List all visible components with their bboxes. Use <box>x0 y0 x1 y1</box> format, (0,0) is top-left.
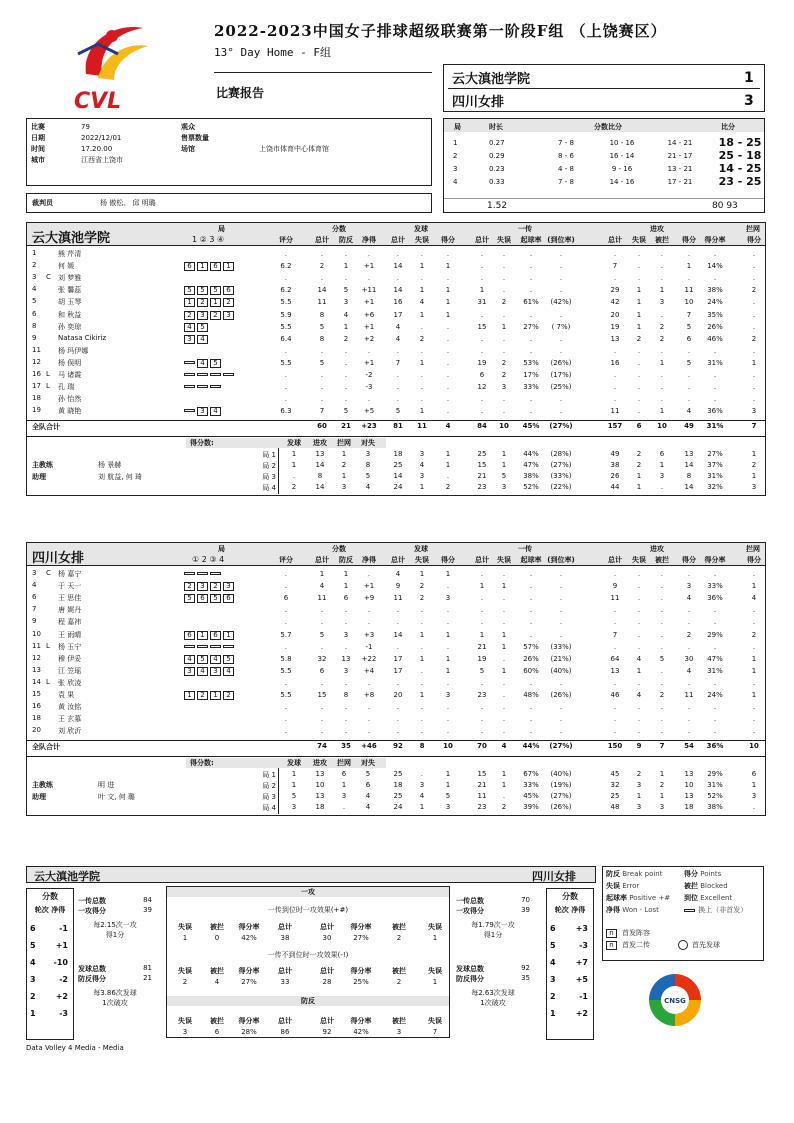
player-row: 3 C 杨 嘉宁 . 1 1 . 4 1 1 . . . . . . . . . . <box>32 569 756 578</box>
player-row: 6 和 秋益 2 3 2 3 5.9 8 4 +6 17 1 1 . . . . 20 1 . 7 35% . <box>32 309 756 319</box>
total-duration: 1.52 <box>487 201 508 211</box>
player-row: 4 张 馨蕊 5 5 5 6 6.2 14 5 +11 14 1 1 1 . . . 29 1 1 11 38% 2 <box>32 285 757 295</box>
player-name: 杨 嘉宁 <box>58 570 82 578</box>
starter-icon: n <box>606 929 617 938</box>
scoreboard-sets-a: 1 <box>744 70 754 86</box>
summary-team-b: 四川女排 <box>532 870 576 883</box>
player-row: 11 L 杨 玉宁 . . . -1 . . . 21 1 57% (33%) . . . . . . <box>32 641 756 651</box>
player-row: 5 胡 玉琴 1 2 1 2 5.5 11 3 +1 16 4 1 31 2 61% (42%) 42 1 3 10 24% . <box>32 297 756 307</box>
team-b-section: 四川女排 局 ① 2 ③ 4 分数 发球 一传 进攻 拦网 评分 总计 防反 净得 总计 失误 得分 总计 失误 起球率 (到位率) 总计 失误 被拦 得分 得分率 得分 3 C 杨 嘉宁 . 1 1 . 4 1 1 . . . . . . . . . . 4 于 天一 2 3 2 3 . 4 1 +1 9 2 . 1 1 . . 9 . . 3 33% 1 6 王 思佳 5 6 5 6 6 11 6 +9 11 2 3 . . . . 11 . . 4 36% 4 7 唐 娓丹 . . . . . . . . . . . . . . . . . 9 程 嘉祎 . . . . . . . . . . . . . . . . . 10 王 雨晴 6 1 6 1 5.7 5 3 +3 14 1 1 1 1 . . 7 . . 2 29% 2 11 L 杨 玉宁 . . . -1 . . . 21 1 57% (33%) . . . . . . 12 穆 伊妥 4 5 4 5 5.8 32 13 +22 17 1 1 19 . 26% (21%) 64 4 5 30 47% 1 13 江 笠瑶 3 4 3 4 5.5 6 3 +4 17 . 1 5 1 60% (40%) 13 1 . 4 31% 1 14 L 张 欣凌 . . . . . . . . . . . . . . . . . 15 袁 果 1 2 1 2 5.5 15 8 +8 20 1 3 23 . 48% (26%) 46 4 2 11 24% 1 16 黄 汝铭 . . . . . . . . . . . . . . . . . 18 王 玄慕 . . . . . . . . . . . . . . . . . 20 刘 欣沂 . . . . . . . . . . . . . . . . . 全队合计 74 35 +46 92 8 10 70 4 44% (27%) 150 9 7 54 36% 10 得分数: 发球 进攻 拦网 对失 局 1 1 13 6 5 25 . 1 15 1 67% (40%) 45 2 1 13 29% 6 局 2 1 10 1 6 18 3 1 21 1 33% (19%) 32 3 2 10 31% 1 局 3 5 13 3 4 25 4 5 11 . 45% (27%) 25 1 1 13 52% 3 局 4 3 18 . 4 24 1 3 23 2 39% (26%) 48 3 3 18 38% . 主教练 明 进 助理 叶 文, 何 璐 <box>26 542 766 852</box>
player-name: 王 雨晴 <box>58 630 82 639</box>
player-row: 9 程 嘉祎 . . . . . . . . . . . . . . . . . <box>32 617 756 627</box>
set-stat-row: 局 2 1 10 1 6 18 3 1 21 1 33% (19%) 32 3 2 10 31% 1 <box>262 781 757 791</box>
referees-box <box>26 193 432 213</box>
rotation-row: 4 -10 <box>30 958 68 967</box>
player-name: 杨 玛伊娜 <box>58 346 89 355</box>
sets-table <box>452 136 770 188</box>
coach: 明 进 <box>98 781 115 790</box>
legend-item: 得分 Points <box>684 870 722 878</box>
rotation-row: 5 -3 <box>550 941 588 950</box>
player-name: 于 天一 <box>58 582 82 591</box>
player-name: Natasa Cikiriz <box>58 333 107 342</box>
player-row: 14 L 张 欣凌 . . . . . . . . . . . . . . . . . <box>32 677 756 687</box>
team-a-reception-summary: 一传总数 84 一攻得分 39 每2.15次一攻 得1分 发球总数 81 防反得分 21 每3.86次发球 1次破攻 <box>78 896 152 1007</box>
set-stat-row: 局 2 1 14 2 8 25 4 1 15 1 47% (27%) 38 2 1 14 37% 2 <box>262 461 757 471</box>
scoreboard-sets-b: 3 <box>744 93 754 109</box>
player-row: 2 何 媛 6 1 6 1 6.2 2 1 +1 14 1 1 . . . . 7 . . 1 14% . <box>32 261 756 271</box>
set-row: 3 0.23 4 - 8 9 - 16 13 - 21 14 - 25 <box>453 162 762 175</box>
cnsg-text: CNSG <box>664 997 686 1005</box>
assistant: 叶 文, 何 璐 <box>98 793 135 802</box>
player-name: 唐 娓丹 <box>58 606 82 615</box>
rotation-row: 3 -2 <box>30 975 68 984</box>
page-title: 2022-2023中国女子排球超级联赛第一阶段F组 （上饶赛区） <box>214 22 667 40</box>
player-row: 11 杨 玛伊娜 . . . . . . . . . . . . . . . . . <box>32 345 756 355</box>
rotation-row: 4 +7 <box>550 958 588 967</box>
team-name: 云大滇池学院 <box>32 231 111 246</box>
player-row: 1 熊 芹清 . . . . . . . . . . . . . . . . . <box>32 249 756 258</box>
legend-item: 起球率 Positive +# <box>606 894 671 902</box>
rotation-row: 2 -1 <box>550 992 588 1001</box>
player-name: 胡 玉琴 <box>58 298 82 307</box>
rotation-row: 3 +5 <box>550 975 588 984</box>
player-row: 9 Natasa Cikiriz 3 4 6.4 8 2 +2 4 2 . . . . . 13 2 2 6 46% 2 <box>32 333 757 343</box>
coach: 杨 景赫 <box>98 461 122 470</box>
scoreboard-team-b: 四川女排 <box>452 95 505 110</box>
team-name: 四川女排 <box>32 551 85 566</box>
player-row: 3 C 刘 梦雅 . . . . . . . . . . . . . . . . . <box>32 273 756 283</box>
rotation-row: 1 +2 <box>550 1009 588 1018</box>
substitute-icon <box>684 909 695 912</box>
set-stat-row: 局 3 5 13 3 4 25 4 5 11 . 45% (27%) 25 1 1 13 52% 3 <box>262 792 757 802</box>
player-name: 穆 伊妥 <box>58 654 82 663</box>
legend-item: 换上（非首发） <box>684 905 762 915</box>
player-name: 孔 瑞 <box>58 383 75 392</box>
starting-setter-icon: n <box>606 941 617 950</box>
player-row: 15 袁 果 1 2 1 2 5.5 15 8 +8 20 1 3 23 . 48% (26%) 46 4 2 11 24% 1 <box>32 690 757 699</box>
player-name: 刘 欣沂 <box>58 727 82 736</box>
legend-item: 被拦 Blocked <box>684 882 728 890</box>
summary-team-a: 云大滇池学院 <box>34 870 100 883</box>
player-row: 6 王 思佳 5 6 5 6 6 11 6 +9 11 2 3 . . . . 11 . . 4 36% 4 <box>32 593 757 603</box>
player-row: 16 黄 汝铭 . . . . . . . . . . . . . . . . . <box>32 702 756 712</box>
player-row: 12 杨 俣明 4 5 5.5 5 . +1 7 1 . 19 2 53% (26%) 16 . 1 5 31% 1 <box>32 357 757 367</box>
player-row: 10 王 雨晴 6 1 6 1 5.7 5 3 +3 14 1 1 1 1 . . 7 . . 2 29% 2 <box>32 629 757 639</box>
player-name: 江 笠瑶 <box>58 666 82 675</box>
player-row: 8 孙 奕琼 4 5 5.5 5 1 +1 4 . . 15 1 27% ( 7%) 19 1 2 5 26% . <box>32 321 756 331</box>
player-row: 17 L 孔 瑞 . . . -3 . . . 12 3 33% (25%) . . . . . . <box>32 382 756 392</box>
legend-item: 净得 Won - Lost <box>606 906 659 914</box>
player-name: 和 秋益 <box>58 310 82 319</box>
player-row: 13 江 笠瑶 3 4 3 4 5.5 6 3 +4 17 . 1 5 1 60% (40%) 13 1 . 4 31% 1 <box>32 665 757 675</box>
rotation-row: 6 -1 <box>30 924 68 933</box>
set-stat-row: 局 3 . 8 1 5 14 3 . 21 5 38% (33%) 26 1 3 8 31% 1 <box>262 472 757 482</box>
player-row: 19 黄 晓艳 3 4 6.3 7 5 +5 5 1 . . . . . 11 . 1 4 36% 3 <box>32 406 757 416</box>
player-name: 张 馨蕊 <box>58 286 82 295</box>
team-totals: 全队合计 74 35 +46 92 8 10 70 4 44% (27%) 150 9 7 54 36% 10 <box>32 742 759 752</box>
player-row: 12 穆 伊妥 4 5 4 5 5.8 32 13 +22 17 1 1 19 . 26% (21%) 64 4 5 30 47% 1 <box>32 653 757 663</box>
page-subtitle: 13° Day Home - F组 <box>214 46 331 59</box>
player-name: 袁 果 <box>58 691 75 699</box>
player-name: 刘 梦雅 <box>58 274 82 283</box>
legend-item: 防反 Break point <box>606 870 663 878</box>
rotation-row: 5 +1 <box>30 941 68 950</box>
referee-label: 裁判员 <box>32 199 53 207</box>
scoreboard-team-a: 云大滇池学院 <box>452 72 531 87</box>
set-row: 1 0.27 7 - 8 10 - 16 14 - 21 18 - 25 <box>453 136 762 149</box>
set-stat-row: 局 1 1 13 6 5 25 . 1 15 1 67% (40%) 45 2 1 13 29% 6 <box>262 770 757 780</box>
player-name: 黄 汝铭 <box>58 703 82 712</box>
total-score: 80 93 <box>712 201 738 211</box>
player-row: 18 孙 怡然 . . . . . . . . . . . . . . . . . <box>32 394 756 404</box>
team-a-section: 云大滇池学院 局 1 ② 3 ④ 分数 发球 一传 进攻 拦网 评分 总计 防反 净得 总计 失误 得分 总计 失误 起球率 (到位率) 总计 失误 被拦 得分 得分率 得分 1 熊 芹清 . . . . . . . . . . . . . . . . . 2 何 媛 6 1 6 1 6.2 2 1 +1 14 1 1 . . . . 7 . . 1 14% . 3 C 刘 梦雅 . . . . . . . . . . . . . . . . . 4 张 馨蕊 5 5 5 6 6.2 14 5 +11 14 1 1 1 . . . 29 1 1 11 38% 2 5 胡 玉琴 1 2 1 2 5.5 11 3 +1 16 4 1 31 2 61% (42%) 42 1 3 10 24% . 6 和 秋益 2 3 2 3 5.9 8 4 +6 17 1 1 . . . . 20 1 . 7 35% . 8 孙 奕琼 4 5 5.5 5 1 +1 4 . . 15 1 27% ( 7%) 19 1 2 5 26% . 9 Natasa Cikiriz 3 4 6.4 8 2 +2 4 2 . . . . . 13 2 2 6 46% 2 11 杨 玛伊娜 . . . . . . . . . . . . . . . . . 12 杨 俣明 4 5 5.5 5 . +1 7 1 . 19 2 53% (26%) 16 . 1 5 31% 1 16 L 马 诸霞 . . . -2 . . . 6 2 17% (17%) . . . . . . 17 L 孔 瑞 . . . -3 . . . 12 3 33% (25%) . . . . . . 18 孙 怡然 . . . . . . . . . . . . . . . . . 19 黄 晓艳 3 4 6.3 7 5 +5 5 1 . . . . . 11 . 1 4 36% 3 全队合计 60 21 +23 81 11 4 84 10 45% (27%) 157 6 10 49 31% 7 得分数: 发球 进攻 拦网 对失 局 1 1 13 1 3 18 3 1 25 1 44% (28%) 49 2 6 13 27% 1 局 2 1 14 2 8 25 4 1 15 1 47% (27%) 38 2 1 14 37% 2 局 3 . 8 1 5 14 3 . 21 5 38% (33%) 26 1 3 8 31% 1 局 4 2 14 3 4 24 1 2 23 3 52% (22%) 44 1 . 14 32% 3 主教练 杨 景赫 助理 刘 航益, 何 琦 <box>26 222 766 522</box>
set-stat-row: 局 4 2 14 3 4 24 1 2 23 3 52% (22%) 44 1 . 14 32% 3 <box>262 483 757 493</box>
player-row: 20 刘 欣沂 . . . . . . . . . . . . . . . . . <box>32 726 756 736</box>
set-stat-row: 局 1 1 13 1 3 18 3 1 25 1 44% (28%) 49 2 6 13 27% 1 <box>262 450 757 460</box>
cnsg-logo <box>645 970 705 1030</box>
logo-text: CVL <box>74 89 122 114</box>
player-name: 王 玄慕 <box>58 715 82 724</box>
team-totals: 全队合计 60 21 +23 81 11 4 84 10 45% (27%) 157 6 10 49 31% 7 <box>32 422 757 432</box>
player-row: 4 于 天一 2 3 2 3 . 4 1 +1 9 2 . 1 1 . . 9 . . 3 33% 1 <box>32 581 757 591</box>
rotation-row: 1 -3 <box>30 1009 68 1018</box>
match-info-table: 比赛 79 观众 日期 2022/12/01 售票数量 时间 17.20.00 场馆 上饶市体育中心体育馆 城市 江西省上饶市 <box>31 122 329 164</box>
player-name: 王 思佳 <box>58 594 82 603</box>
player-name: 熊 芹清 <box>58 250 82 258</box>
player-row: 18 王 玄慕 . . . . . . . . . . . . . . . . . <box>32 714 756 724</box>
legend-item: 失误 Error <box>606 882 640 890</box>
set-row: 4 0.33 7 - 8 14 - 16 17 - 21 23 - 25 <box>453 175 762 188</box>
report-label: 比赛报告 <box>216 86 265 100</box>
rotation-row: 2 +2 <box>30 992 68 1001</box>
set-row: 2 0.29 8 - 6 16 - 14 21 - 17 25 - 18 <box>453 149 762 162</box>
player-name: 杨 俣明 <box>58 358 82 367</box>
team-b-reception-summary: 一传总数 70 一攻得分 39 每1.79次一攻 得1分 发球总数 92 防反得分 35 每2.63次发球 1次破攻 <box>456 896 530 1007</box>
player-name: 孙 怡然 <box>58 395 82 404</box>
player-row: 7 唐 娓丹 . . . . . . . . . . . . . . . . . <box>32 605 756 615</box>
player-name: 孙 奕琼 <box>58 322 82 331</box>
footer: Data Volley 4 Media - Media <box>26 1044 124 1052</box>
player-name: 杨 玉宁 <box>58 642 82 651</box>
player-name: 程 嘉祎 <box>58 618 82 627</box>
assistant: 刘 航益, 何 琦 <box>98 473 142 482</box>
first-serve-icon <box>678 940 688 950</box>
referees: 杨 傲松、 邱 明璐 <box>100 199 156 207</box>
set-stat-row: 局 4 3 18 . 4 24 1 3 23 2 39% (26%) 48 3 3 18 38% . <box>262 803 756 813</box>
player-row: 16 L 马 诸霞 . . . -2 . . . 6 2 17% (17%) . . . . . . <box>32 370 756 379</box>
player-name: 马 诸霞 <box>58 371 82 379</box>
player-name: 黄 晓艳 <box>58 407 82 416</box>
player-name: 张 欣凌 <box>58 678 82 687</box>
rotation-row: 6 +3 <box>550 924 588 933</box>
player-name: 何 媛 <box>58 262 75 271</box>
cvl-logo <box>58 14 158 114</box>
legend-item: 到位 Excellent <box>684 894 733 902</box>
